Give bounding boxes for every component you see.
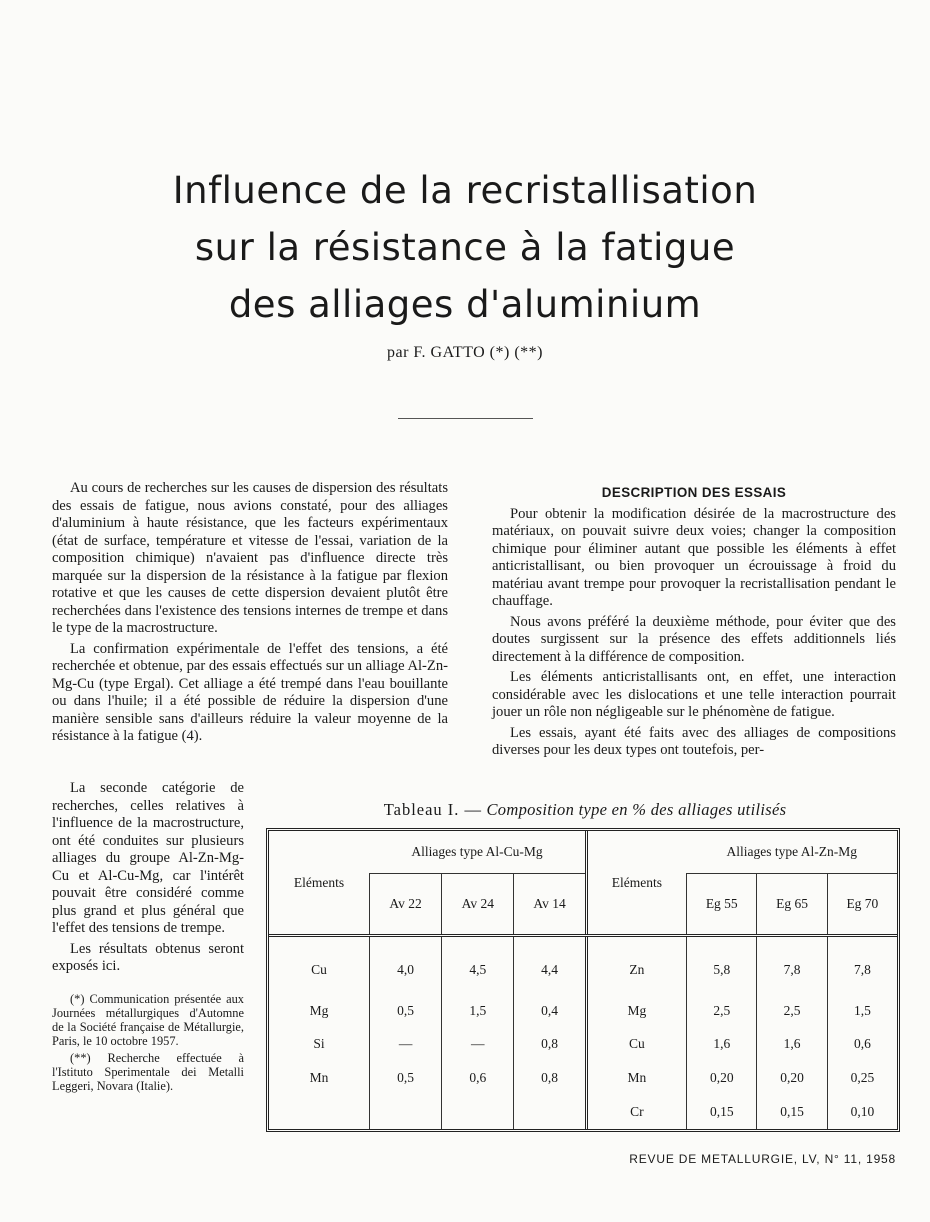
title-line-2: sur la résistance à la fatigue (194, 226, 736, 269)
table-cell: 1,6 (687, 1027, 757, 1061)
paragraph: Les essais, ayant été faits avec des alliages de compositions diverses pour les deux types ont toutefois, per- (492, 724, 896, 758)
column-header: Av 14 (514, 874, 586, 936)
table-cell: 5,8 (687, 936, 757, 994)
table-cell (269, 1095, 369, 1129)
table-cell: 4,5 (442, 936, 514, 994)
left-column (52, 480, 448, 749)
journal-footer: REVUE DE METALLURGIE, LV, N° 11, 1958 (629, 1152, 896, 1166)
composition-table (266, 828, 900, 1132)
table-cell: Mn (309, 1070, 329, 1086)
column-header: Av 24 (442, 874, 514, 936)
table-cell: 0,8 (514, 1027, 586, 1061)
table-cell: Cu (311, 962, 327, 978)
table-cell: 0,5 (369, 1061, 441, 1095)
table-row (269, 994, 897, 1028)
column-header: Av 22 (369, 874, 441, 936)
table-cell: 0,5 (369, 994, 441, 1028)
group-header-al-zn-mg: Alliages type Al-Zn-Mg (687, 831, 897, 874)
table-cell: 0,4 (514, 994, 586, 1028)
paragraph: La seconde catégorie de recherches, celles relatives à l'influence de la macrostructure, ont été conduites sur plusieurs alliages du groupe Al-Zn-Mg-Cu et Al-Cu-Mg, car l'intérêt pouvait être considéré comme plus grand et plus général que l'effet des tensions de trempe. (52, 780, 244, 936)
table-cell: 0,8 (514, 1061, 586, 1095)
table-cell (369, 1095, 441, 1129)
table-row (269, 936, 897, 994)
table-cell: — (369, 1027, 441, 1061)
table-cell: Mg (309, 1002, 329, 1018)
table-caption (262, 800, 908, 820)
table-cell: 1,5 (442, 994, 514, 1028)
footnote: (*) Communication présentée aux Journées métallurgiques d'Automne de la Société française de Métallurgie, Paris, le 10 octobre 1957. (52, 991, 244, 1048)
table-cell: 1,6 (757, 1027, 827, 1061)
paragraph: Au cours de recherches sur les causes de dispersion des résultats des essais de fatigue, nous avions constaté, pour des alliages d'aluminium à haute résistance, que les facteurs expérimentaux (état de surface, température et vitesse de l'essai, variation de la composition chimique) n'avaient pas d'influence directe très marquée sur la dispersion de la résistance à la fatigue par flexion rotative et que les causes de cette dispersion devaient plutôt être recherchées dans l'existence des tensions internes de trempe et dans le type de la macrostructure. (52, 480, 448, 636)
table-cell: 4,0 (369, 936, 441, 994)
table-cell: 0,20 (687, 1061, 757, 1095)
table-cell: 0,20 (757, 1061, 827, 1095)
table-cell: 7,8 (827, 936, 897, 994)
table-row (269, 1095, 897, 1129)
column-header: Eg 55 (687, 874, 757, 936)
table-row (269, 1061, 897, 1095)
table-caption-lead: Tableau I. — (383, 800, 483, 819)
table-cell: 2,5 (687, 994, 757, 1028)
table-caption-text: Composition type en % des alliages utilisés (486, 800, 787, 819)
paragraph: Pour obtenir la modification désirée de la macrostructure des matériaux, on pouvait suivre deux voies; changer la composition chimique pour éliminer autant que possible les éléments à effet anticristallisant, ou bien provoquer un écrouissage à froid du matériau avant trempe pour provoquer la recristallisation pendant le chauffage. (492, 505, 896, 609)
column-header: Eg 70 (827, 874, 897, 936)
table-cell: Zn (629, 962, 645, 978)
table-cell: 0,6 (442, 1061, 514, 1095)
table-cell: Mg (627, 1002, 647, 1018)
title-divider (398, 418, 533, 419)
table-cell: Mn (627, 1070, 647, 1086)
column-header: Eg 65 (757, 874, 827, 936)
table-cell: 7,8 (757, 936, 827, 994)
group-header-al-cu-mg: Alliages type Al-Cu-Mg (369, 831, 586, 874)
paragraph: La confirmation expérimentale de l'effet des tensions, a été recherchée et obtenue, par des essais effectués sur un alliage Al-Zn-Mg-Cu (type Ergal). Cet alliage a été trempé dans l'eau bouillante ou dans l'huile; il a été possible de réduire la dispersion d'une manière sensible sans d'ailleurs réduire la valeur moyenne de la résistance à la fatigue (4). (52, 640, 448, 744)
table-cell: 0,10 (827, 1095, 897, 1129)
author-byline: par F. GATTO (*) (**) (386, 344, 543, 361)
right-column (492, 484, 896, 763)
table-cell (442, 1095, 514, 1129)
table-cell: 0,6 (827, 1027, 897, 1061)
table-cell: Cu (628, 1036, 645, 1052)
section-heading: DESCRIPTION DES ESSAIS (601, 485, 787, 500)
narrow-column (52, 780, 244, 1096)
elements-header: Eléments (586, 831, 686, 936)
title-line-1: Influence de la recristallisation (172, 169, 758, 212)
elements-header: Eléments (269, 831, 369, 936)
table-cell: 0,15 (687, 1095, 757, 1129)
table-row (269, 1027, 897, 1061)
table-cell: Si (313, 1036, 325, 1052)
article-title (0, 162, 930, 333)
table-cell: 4,4 (514, 936, 586, 994)
paragraph: Nous avons préféré la deuxième méthode, pour éviter que des doutes surgissent sur la présence des effets additionnels liés directement à la différence de composition. (492, 613, 896, 665)
paragraph: Les résultats obtenus seront exposés ici. (52, 940, 244, 974)
footnote: (**) Recherche effectuée à l'Istituto Sperimentale dei Metalli Leggeri, Novara (Italie). (52, 1050, 244, 1093)
table-cell (514, 1095, 586, 1129)
table-cell: 2,5 (757, 994, 827, 1028)
table-cell: 0,15 (757, 1095, 827, 1129)
table-cell: 0,25 (827, 1061, 897, 1095)
paragraph: Les éléments anticristallisants ont, en effet, une interaction considérable avec les dislocations et une telle interaction pourrait jouer un rôle non négligeable sur le phénomène de fatigue. (492, 669, 896, 720)
title-line-3: des alliages d'aluminium (228, 283, 702, 326)
table-cell: — (442, 1027, 514, 1061)
table-cell: 1,5 (827, 994, 897, 1028)
table-cell: Cr (630, 1104, 644, 1120)
